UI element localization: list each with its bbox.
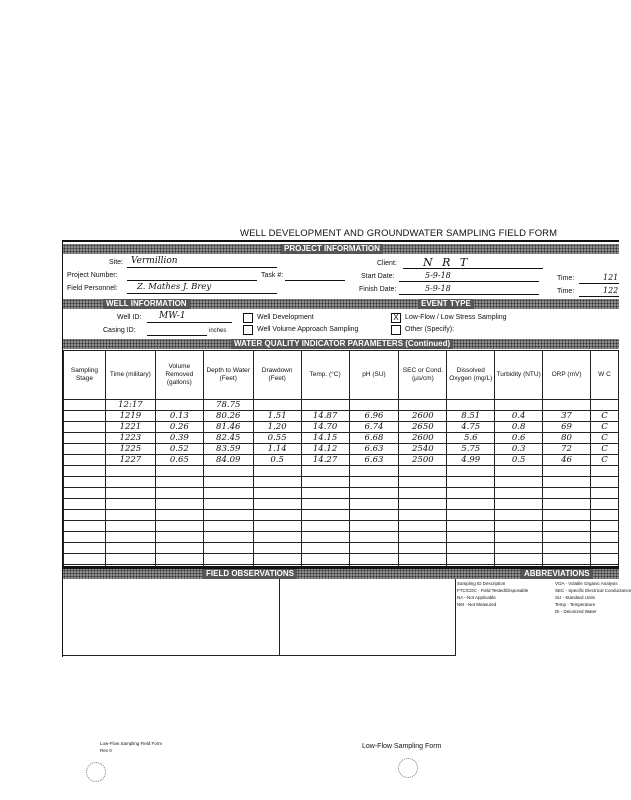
table-cell[interactable]: 1225 bbox=[105, 444, 155, 455]
table-cell[interactable] bbox=[447, 466, 495, 477]
table-cell[interactable] bbox=[495, 477, 543, 488]
table-cell[interactable]: 2600 bbox=[399, 433, 447, 444]
table-cell[interactable] bbox=[447, 532, 495, 543]
table-row bbox=[64, 532, 619, 543]
table-cell[interactable] bbox=[399, 499, 447, 510]
client-value[interactable]: N R T bbox=[423, 256, 471, 269]
project-number-label: Project Number: bbox=[67, 272, 118, 279]
table-cell[interactable] bbox=[447, 543, 495, 554]
table-cell[interactable] bbox=[155, 477, 203, 488]
table-cell[interactable] bbox=[203, 532, 253, 543]
table-cell[interactable]: 4.75 bbox=[447, 422, 495, 433]
column-header: SEC or Cond. (µs/cm) bbox=[399, 351, 447, 400]
punch-hole-right bbox=[398, 758, 418, 778]
well-development-checkbox[interactable] bbox=[243, 313, 253, 323]
table-cell[interactable] bbox=[495, 543, 543, 554]
legend-item: SU - Standard Units bbox=[555, 595, 596, 600]
table-cell[interactable] bbox=[64, 455, 106, 466]
table-cell[interactable]: 4.99 bbox=[447, 455, 495, 466]
table-cell[interactable] bbox=[155, 499, 203, 510]
casing-id-label: Casing ID: bbox=[103, 327, 136, 334]
task-label: Task #: bbox=[261, 272, 284, 279]
table-cell[interactable]: 5.6 bbox=[447, 433, 495, 444]
table-cell[interactable] bbox=[203, 554, 253, 565]
table-cell[interactable] bbox=[253, 521, 301, 532]
table-cell[interactable] bbox=[495, 554, 543, 565]
table-cell[interactable] bbox=[253, 554, 301, 565]
observations-bar bbox=[63, 569, 619, 579]
finish-time-value[interactable]: 122 bbox=[603, 286, 619, 295]
well-volume-label: Well Volume Approach Sampling bbox=[257, 326, 359, 333]
finish-date-label: Finish Date: bbox=[359, 286, 397, 293]
table-cell[interactable] bbox=[253, 532, 301, 543]
column-header: Drawdown (Feet) bbox=[253, 351, 301, 400]
table-cell[interactable]: 83.59 bbox=[203, 444, 253, 455]
table-cell[interactable] bbox=[253, 510, 301, 521]
table-body bbox=[64, 400, 619, 576]
table-cell[interactable]: 0.52 bbox=[155, 444, 203, 455]
field-personnel-value[interactable]: Z. Mathes J. Brey bbox=[137, 282, 212, 292]
table-cell[interactable]: 8.51 bbox=[447, 411, 495, 422]
table-cell[interactable] bbox=[399, 466, 447, 477]
other-label: Other (Specify): bbox=[405, 326, 455, 333]
table-cell[interactable] bbox=[591, 466, 619, 477]
table-cell[interactable] bbox=[105, 543, 155, 554]
punch-hole-left bbox=[86, 762, 106, 782]
legend-item: NM - Not Measured bbox=[457, 602, 497, 607]
table-cell[interactable]: 84.09 bbox=[203, 455, 253, 466]
site-line bbox=[127, 267, 277, 268]
table-cell[interactable] bbox=[399, 477, 447, 488]
table-cell[interactable] bbox=[301, 477, 349, 488]
table-cell[interactable]: 2650 bbox=[399, 422, 447, 433]
table-cell[interactable] bbox=[495, 466, 543, 477]
table-cell[interactable]: C bbox=[591, 411, 619, 422]
table-cell[interactable]: 1.20 bbox=[253, 422, 301, 433]
table-cell[interactable]: 14.87 bbox=[301, 411, 349, 422]
table-cell[interactable] bbox=[253, 543, 301, 554]
table-cell[interactable] bbox=[543, 532, 591, 543]
well-id-line bbox=[147, 322, 232, 323]
legend-header: ABBREVIATIONS bbox=[521, 569, 593, 579]
casing-id-units: inches bbox=[209, 328, 227, 334]
table-row bbox=[64, 543, 619, 554]
table-cell[interactable] bbox=[64, 488, 106, 499]
table-cell[interactable] bbox=[399, 543, 447, 554]
column-header: Time (military) bbox=[105, 351, 155, 400]
start-time-value[interactable]: 121 bbox=[603, 273, 619, 282]
field-personnel-label: Field Personnel: bbox=[67, 285, 118, 292]
well-event-bar bbox=[63, 299, 619, 309]
casing-id-line bbox=[147, 335, 207, 336]
table-cell[interactable]: 0.6 bbox=[495, 433, 543, 444]
site-value[interactable]: Vermillion bbox=[131, 256, 178, 266]
parameters-table bbox=[63, 350, 619, 576]
footer-left-line1: Low-Flow Sampling Field Form bbox=[100, 741, 163, 746]
table-cell[interactable] bbox=[447, 400, 495, 411]
table-cell[interactable]: 82.45 bbox=[203, 433, 253, 444]
table-cell[interactable] bbox=[105, 466, 155, 477]
column-header: Dissolved Oxygen (mg/L) bbox=[447, 351, 495, 400]
table-cell[interactable] bbox=[543, 510, 591, 521]
table-cell[interactable] bbox=[301, 543, 349, 554]
table-cell[interactable]: 0.5 bbox=[253, 455, 301, 466]
table-cell[interactable] bbox=[399, 488, 447, 499]
table-cell[interactable] bbox=[399, 521, 447, 532]
table-cell[interactable] bbox=[591, 488, 619, 499]
table-cell[interactable] bbox=[591, 521, 619, 532]
table-cell[interactable]: 2540 bbox=[399, 444, 447, 455]
table-cell[interactable]: 1227 bbox=[105, 455, 155, 466]
table-cell[interactable] bbox=[495, 521, 543, 532]
table-cell[interactable] bbox=[253, 400, 301, 411]
table-cell[interactable] bbox=[399, 554, 447, 565]
parameters-header: WATER QUALITY INDICATOR PARAMETERS (Continued) bbox=[231, 339, 453, 349]
table-cell[interactable]: 5.75 bbox=[447, 444, 495, 455]
table-row bbox=[64, 422, 619, 433]
table-header-row bbox=[64, 351, 619, 400]
table-cell[interactable] bbox=[64, 411, 106, 422]
footer-center: Low-Flow Sampling Form bbox=[362, 743, 442, 750]
well-id-label: Well ID: bbox=[117, 314, 142, 321]
table-cell[interactable]: 1219 bbox=[105, 411, 155, 422]
table-cell[interactable] bbox=[64, 444, 106, 455]
table-cell[interactable] bbox=[105, 532, 155, 543]
project-info-bar bbox=[63, 244, 619, 254]
table-cell[interactable] bbox=[495, 510, 543, 521]
table-cell[interactable]: 14.27 bbox=[301, 455, 349, 466]
table-row bbox=[64, 510, 619, 521]
table-cell[interactable]: 0.4 bbox=[495, 411, 543, 422]
table-cell[interactable]: 1.51 bbox=[253, 411, 301, 422]
table-cell[interactable] bbox=[349, 521, 399, 532]
table-cell[interactable] bbox=[203, 521, 253, 532]
table-cell[interactable] bbox=[495, 532, 543, 543]
table-cell[interactable] bbox=[253, 477, 301, 488]
site-label: Site: bbox=[109, 259, 124, 266]
table-cell[interactable] bbox=[543, 554, 591, 565]
table-cell[interactable] bbox=[155, 466, 203, 477]
start-time-line bbox=[579, 283, 619, 284]
table-cell[interactable] bbox=[64, 532, 106, 543]
table-cell[interactable]: 0.39 bbox=[155, 433, 203, 444]
low-flow-checkbox[interactable]: X bbox=[391, 313, 401, 323]
table-cell[interactable]: 6.63 bbox=[349, 455, 399, 466]
legend-right-col bbox=[555, 580, 631, 615]
table-row bbox=[64, 521, 619, 532]
table-cell[interactable]: 14.15 bbox=[301, 433, 349, 444]
table-cell[interactable] bbox=[301, 499, 349, 510]
table-cell[interactable] bbox=[543, 477, 591, 488]
table-cell[interactable] bbox=[495, 488, 543, 499]
table-cell[interactable] bbox=[349, 488, 399, 499]
table-cell[interactable]: 6.63 bbox=[349, 444, 399, 455]
column-header: Turbidity (NTU) bbox=[495, 351, 543, 400]
table-cell[interactable]: 72 bbox=[543, 444, 591, 455]
column-header: Volume Removed (gallons) bbox=[155, 351, 203, 400]
table-cell[interactable] bbox=[447, 510, 495, 521]
table-cell[interactable] bbox=[105, 521, 155, 532]
table-cell[interactable]: C bbox=[591, 422, 619, 433]
table-cell[interactable] bbox=[591, 400, 619, 411]
table-cell[interactable]: 0.13 bbox=[155, 411, 203, 422]
field-personnel-line bbox=[127, 293, 277, 294]
table-cell[interactable]: 6.96 bbox=[349, 411, 399, 422]
table-cell[interactable] bbox=[105, 477, 155, 488]
table-row bbox=[64, 466, 619, 477]
table-cell[interactable]: 6.68 bbox=[349, 433, 399, 444]
table-cell[interactable] bbox=[105, 488, 155, 499]
table-cell[interactable] bbox=[203, 466, 253, 477]
table-row bbox=[64, 499, 619, 510]
table-cell[interactable]: 46 bbox=[543, 455, 591, 466]
legend-item: SEC - Specific Electrical Conductance bbox=[555, 588, 631, 593]
client-label: Client: bbox=[377, 260, 397, 267]
low-flow-label: Low-Flow / Low Stress Sampling bbox=[405, 314, 507, 321]
legend-box bbox=[457, 580, 631, 656]
table-cell[interactable]: 1.14 bbox=[253, 444, 301, 455]
table-cell[interactable] bbox=[543, 488, 591, 499]
table-cell[interactable] bbox=[543, 499, 591, 510]
table-cell[interactable] bbox=[591, 510, 619, 521]
table-cell[interactable]: 1221 bbox=[105, 422, 155, 433]
parameters-bar bbox=[63, 339, 619, 349]
table-cell[interactable] bbox=[155, 521, 203, 532]
observations-box-left[interactable] bbox=[63, 579, 280, 656]
observations-box-right[interactable] bbox=[279, 579, 456, 656]
table-cell[interactable] bbox=[399, 400, 447, 411]
column-header: Depth to Water (Feet) bbox=[203, 351, 253, 400]
table-cell[interactable] bbox=[301, 532, 349, 543]
table-cell[interactable]: 2500 bbox=[399, 455, 447, 466]
table-cell[interactable] bbox=[105, 499, 155, 510]
start-time-label: Time: bbox=[557, 275, 575, 282]
finish-time-label: Time: bbox=[557, 288, 575, 295]
table-cell[interactable] bbox=[349, 477, 399, 488]
legend-item: FTC/CDC - Field Tested/Disposable bbox=[457, 588, 529, 593]
table-cell[interactable] bbox=[155, 400, 203, 411]
table-cell[interactable] bbox=[64, 543, 106, 554]
table-cell[interactable] bbox=[64, 422, 106, 433]
table-cell[interactable]: 12:17 bbox=[105, 400, 155, 411]
table-cell[interactable] bbox=[64, 554, 106, 565]
table-cell[interactable] bbox=[64, 477, 106, 488]
table-cell[interactable] bbox=[543, 466, 591, 477]
table-cell[interactable] bbox=[253, 488, 301, 499]
table-cell[interactable] bbox=[591, 554, 619, 565]
legend-item: DI - Deionized Water bbox=[555, 609, 597, 614]
table-row bbox=[64, 411, 619, 422]
table-cell[interactable] bbox=[495, 499, 543, 510]
table-cell[interactable]: 0.3 bbox=[495, 444, 543, 455]
legend-item: Sampling ID Description bbox=[457, 581, 506, 586]
table-cell[interactable] bbox=[447, 488, 495, 499]
table-cell[interactable] bbox=[253, 499, 301, 510]
table-cell[interactable] bbox=[301, 521, 349, 532]
table-cell[interactable]: 69 bbox=[543, 422, 591, 433]
table-cell[interactable] bbox=[203, 499, 253, 510]
table-cell[interactable]: 1223 bbox=[105, 433, 155, 444]
table-cell[interactable] bbox=[591, 543, 619, 554]
table-cell[interactable] bbox=[349, 510, 399, 521]
table-row bbox=[64, 433, 619, 444]
table-cell[interactable] bbox=[253, 466, 301, 477]
column-header: ORP (mV) bbox=[543, 351, 591, 400]
table-cell[interactable]: 0.8 bbox=[495, 422, 543, 433]
table-cell[interactable]: 14.70 bbox=[301, 422, 349, 433]
table-row bbox=[64, 455, 619, 466]
table-cell[interactable]: 80 bbox=[543, 433, 591, 444]
table-cell[interactable] bbox=[64, 521, 106, 532]
start-date-line bbox=[399, 281, 539, 282]
table-cell[interactable] bbox=[349, 499, 399, 510]
table-cell[interactable] bbox=[203, 488, 253, 499]
table-cell[interactable] bbox=[64, 510, 106, 521]
column-header: W C bbox=[591, 351, 619, 400]
table-cell[interactable] bbox=[543, 400, 591, 411]
start-date-label: Start Date: bbox=[361, 273, 395, 280]
table-cell[interactable] bbox=[64, 466, 106, 477]
table-cell[interactable] bbox=[301, 554, 349, 565]
table-cell[interactable] bbox=[203, 543, 253, 554]
table-cell[interactable]: 0.65 bbox=[155, 455, 203, 466]
table-cell[interactable] bbox=[495, 400, 543, 411]
table-cell[interactable]: 81.46 bbox=[203, 422, 253, 433]
table-cell[interactable] bbox=[543, 543, 591, 554]
table-cell[interactable] bbox=[155, 532, 203, 543]
finish-time-line bbox=[579, 296, 619, 297]
task-line bbox=[285, 280, 345, 281]
well-volume-checkbox[interactable] bbox=[243, 325, 253, 335]
table-cell[interactable] bbox=[301, 488, 349, 499]
table-cell[interactable] bbox=[447, 477, 495, 488]
table-cell[interactable] bbox=[447, 521, 495, 532]
table-cell[interactable] bbox=[301, 400, 349, 411]
table-cell[interactable] bbox=[349, 400, 399, 411]
other-checkbox[interactable] bbox=[391, 325, 401, 335]
well-id-value[interactable]: MW-1 bbox=[159, 311, 186, 321]
table-cell[interactable] bbox=[155, 554, 203, 565]
table-cell[interactable] bbox=[349, 466, 399, 477]
table-cell[interactable] bbox=[301, 466, 349, 477]
table-cell[interactable] bbox=[543, 521, 591, 532]
project-number-line bbox=[127, 280, 257, 281]
legend-item: NA - Not Applicable bbox=[457, 595, 496, 600]
finish-date-value[interactable]: 5-9-18 bbox=[425, 284, 451, 293]
table-cell[interactable] bbox=[64, 433, 106, 444]
table-cell[interactable] bbox=[301, 510, 349, 521]
start-date-value[interactable]: 5-9-18 bbox=[425, 271, 451, 280]
table-cell[interactable]: 0.55 bbox=[253, 433, 301, 444]
table-cell[interactable] bbox=[349, 554, 399, 565]
observations-header: FIELD OBSERVATIONS bbox=[203, 569, 297, 579]
event-type-header: EVENT TYPE bbox=[418, 299, 474, 309]
legend-item: Temp - Temperature bbox=[555, 602, 596, 607]
table-cell[interactable] bbox=[399, 510, 447, 521]
table-cell[interactable] bbox=[105, 510, 155, 521]
sampling-form bbox=[62, 240, 619, 574]
column-header: Sampling Stage bbox=[64, 351, 106, 400]
table-cell[interactable] bbox=[105, 554, 155, 565]
table-row bbox=[64, 400, 619, 411]
table-cell[interactable] bbox=[64, 499, 106, 510]
table-cell[interactable] bbox=[155, 488, 203, 499]
table-cell[interactable] bbox=[447, 554, 495, 565]
table-cell[interactable] bbox=[155, 510, 203, 521]
column-header: pH (SU) bbox=[349, 351, 399, 400]
legend-item: VOA - Volatile Organic Analysis bbox=[555, 581, 618, 586]
table-cell[interactable] bbox=[447, 499, 495, 510]
table-row bbox=[64, 488, 619, 499]
table-cell[interactable] bbox=[591, 477, 619, 488]
observations-section bbox=[62, 566, 631, 657]
table-cell[interactable]: C bbox=[591, 433, 619, 444]
footer-left-line2: Rev 0 bbox=[100, 748, 112, 753]
table-cell[interactable]: 37 bbox=[543, 411, 591, 422]
table-cell[interactable]: C bbox=[591, 455, 619, 466]
table-row bbox=[64, 477, 619, 488]
table-cell[interactable] bbox=[349, 543, 399, 554]
table-cell[interactable]: 14.12 bbox=[301, 444, 349, 455]
column-header: Temp. (°C) bbox=[301, 351, 349, 400]
table-cell[interactable]: C bbox=[591, 444, 619, 455]
table-row bbox=[64, 444, 619, 455]
table-cell[interactable] bbox=[203, 477, 253, 488]
project-info-header: PROJECT INFORMATION bbox=[281, 244, 383, 254]
finish-date-line bbox=[399, 294, 539, 295]
table-cell[interactable]: 0.5 bbox=[495, 455, 543, 466]
table-cell[interactable] bbox=[203, 510, 253, 521]
table-cell[interactable] bbox=[399, 532, 447, 543]
table-cell[interactable] bbox=[591, 499, 619, 510]
table-cell[interactable]: 6.74 bbox=[349, 422, 399, 433]
form-title: WELL DEVELOPMENT AND GROUNDWATER SAMPLING FIELD FORM bbox=[240, 228, 558, 239]
table-row bbox=[64, 554, 619, 565]
well-development-label: Well Development bbox=[257, 314, 314, 321]
legend-left-col bbox=[457, 580, 528, 608]
table-cell[interactable]: 0.26 bbox=[155, 422, 203, 433]
table-cell[interactable] bbox=[349, 532, 399, 543]
table-cell[interactable] bbox=[591, 532, 619, 543]
table-cell[interactable]: 80.26 bbox=[203, 411, 253, 422]
table-cell[interactable] bbox=[155, 543, 203, 554]
table-cell[interactable]: 78.75 bbox=[203, 400, 253, 411]
table-cell[interactable]: 2600 bbox=[399, 411, 447, 422]
well-info-header: WELL INFORMATION bbox=[103, 299, 190, 309]
table-cell[interactable] bbox=[64, 400, 106, 411]
